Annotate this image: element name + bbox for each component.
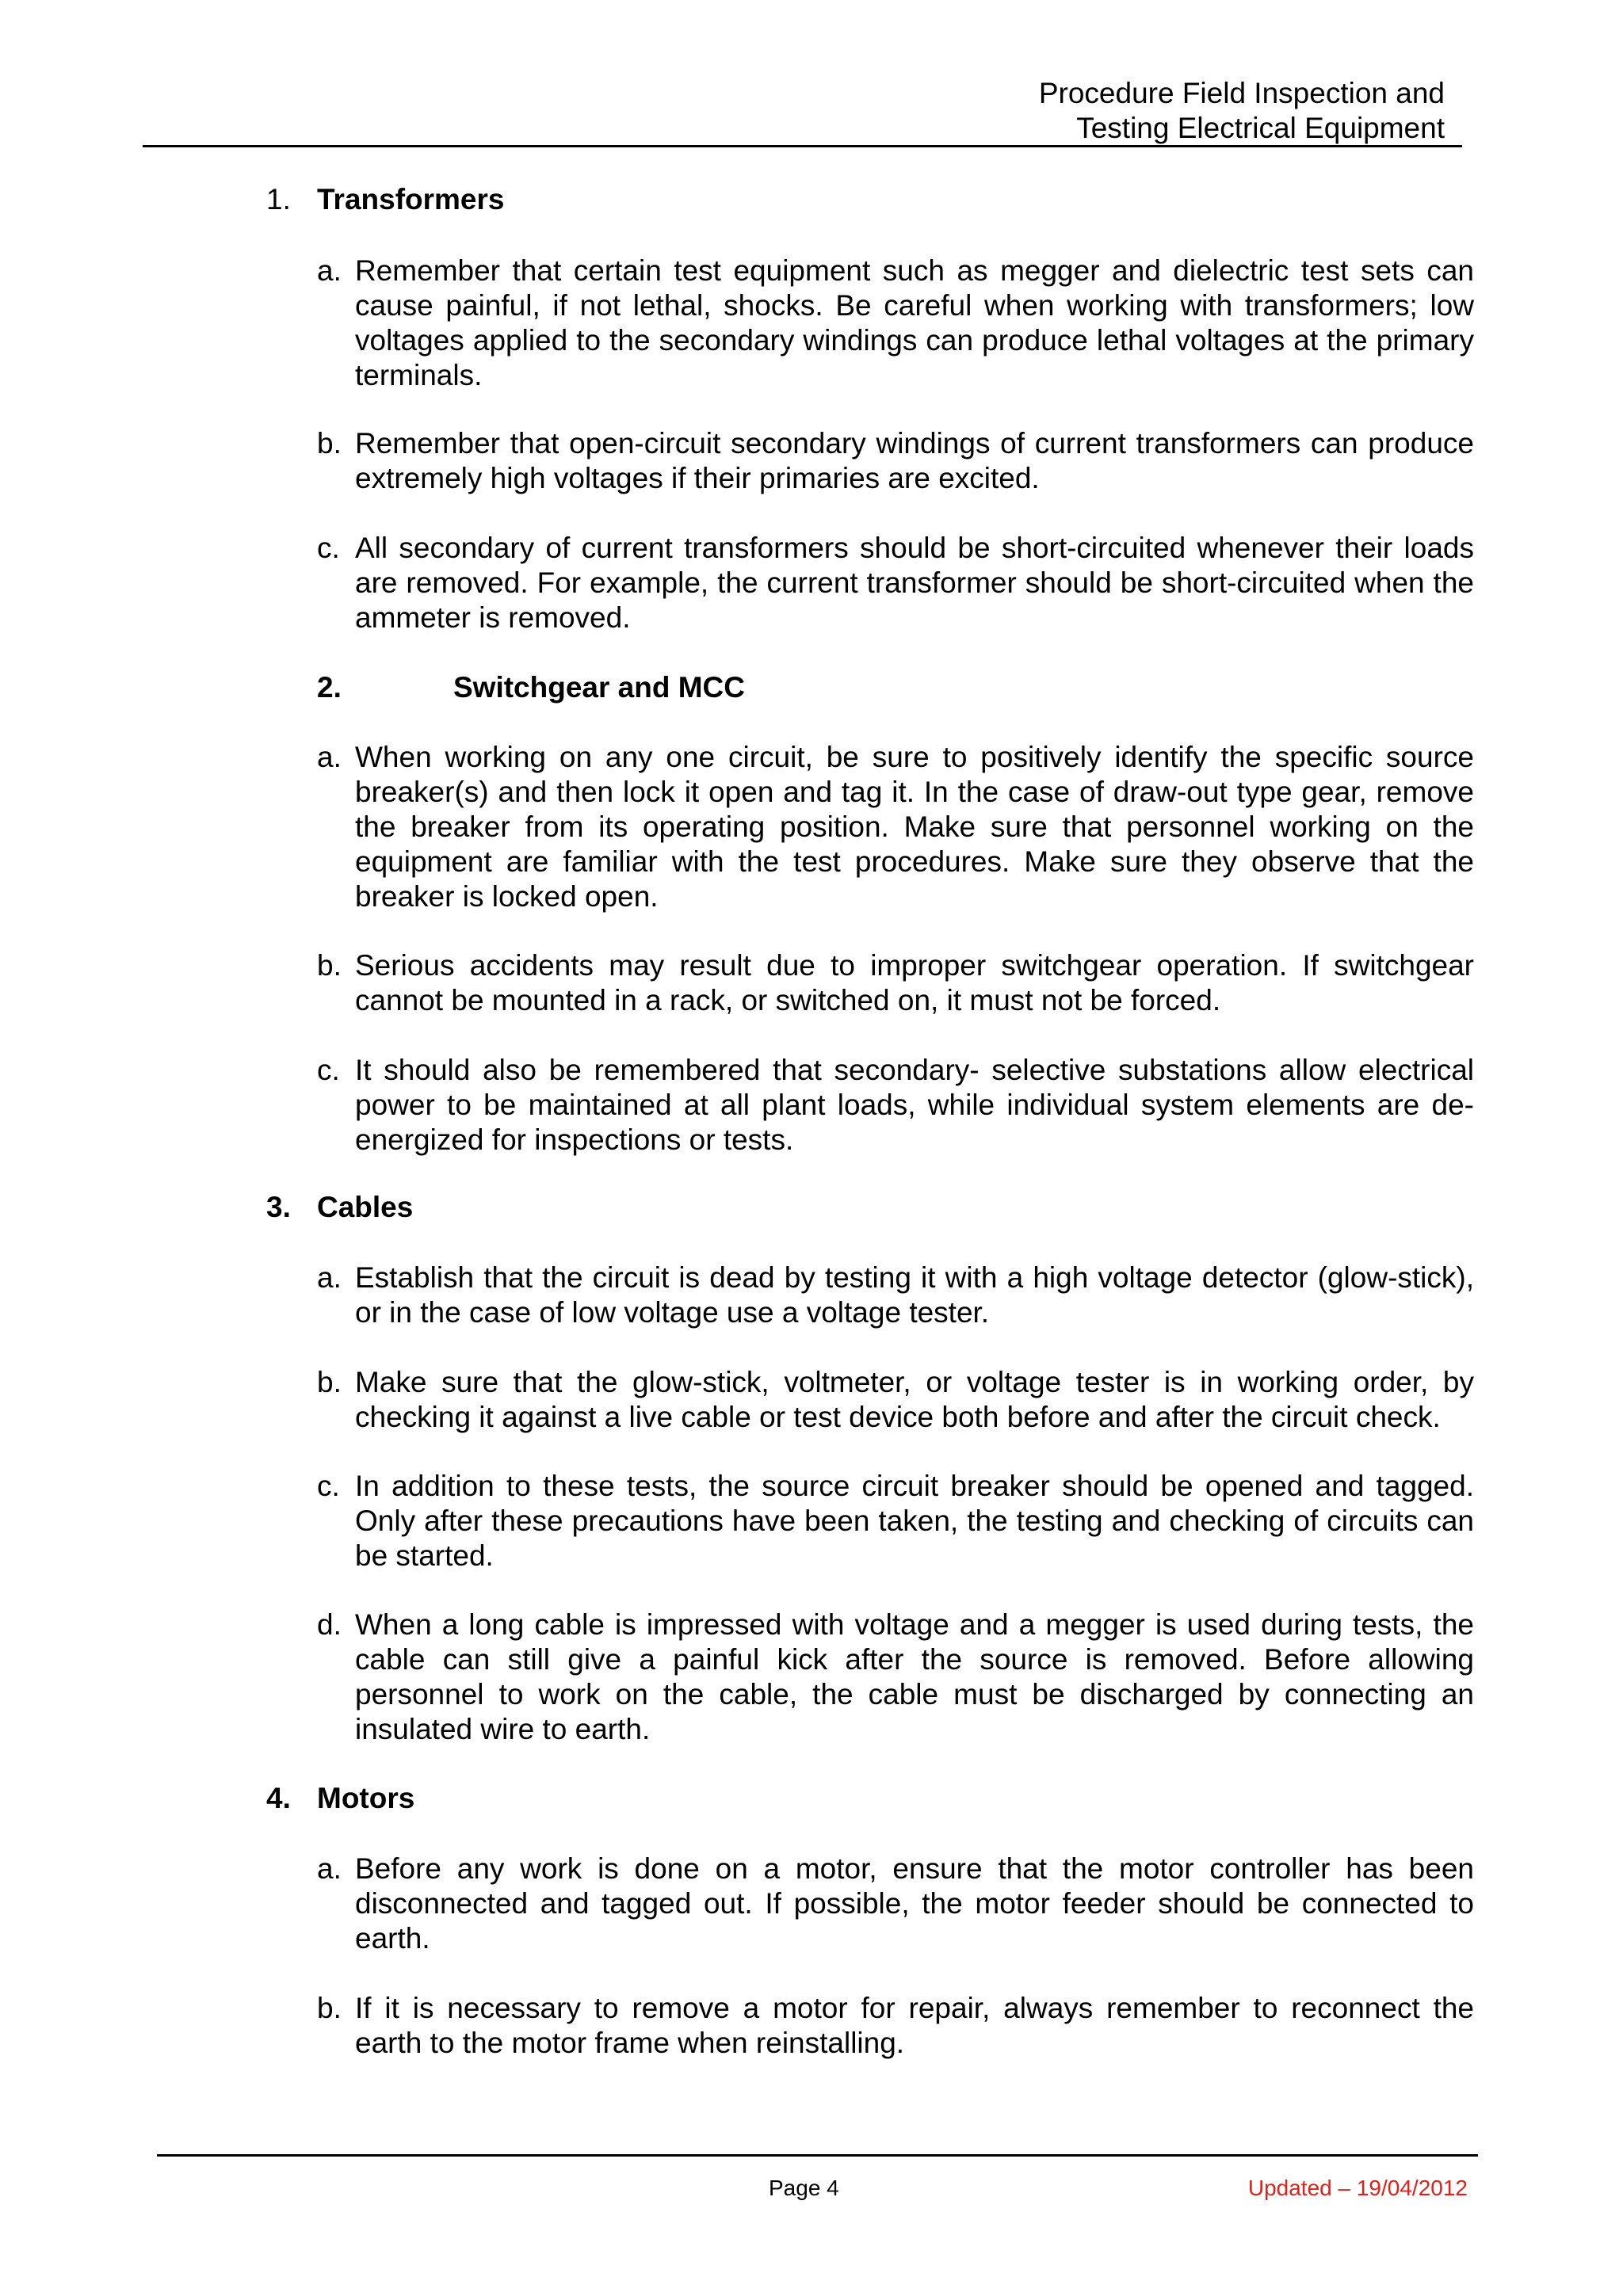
item-label: b.	[317, 949, 342, 982]
item-label: b.	[317, 427, 342, 460]
header-title-line-2: Testing Electrical Equipment	[1076, 112, 1445, 144]
header-title-line-1: Procedure Field Inspection and	[1038, 77, 1445, 109]
item-label: a.	[317, 254, 342, 287]
item-text: It should also be remembered that secondary- selective substations allow electrical power to be maintained at all plant loads, while individual system elements are de-energized for inspections or tests.	[355, 1054, 1474, 1156]
section-heading-motors	[266, 1781, 414, 1816]
list-item	[317, 1469, 1474, 1573]
section-title: Motors	[317, 1782, 415, 1814]
page-number: Page 4	[769, 2176, 839, 2200]
section-title: Transformers	[317, 183, 505, 215]
section-heading-switchgear	[317, 670, 745, 705]
list-item	[317, 1852, 1474, 1956]
item-label: a.	[317, 1852, 342, 1885]
updated-date: Updated – 19/04/2012	[1247, 2176, 1468, 2200]
list-item	[317, 948, 1474, 1018]
item-text: Remember that open-circuit secondary windings of current transformers can produce extremely high voltages if their primaries are excited.	[355, 427, 1474, 494]
list-item	[317, 426, 1474, 496]
item-text: Serious accidents may result due to improper switchgear operation. If switchgear cannot be mounted in a rack, or switched on, it must not be forced.	[355, 949, 1474, 1016]
item-label: a.	[317, 1261, 342, 1294]
item-text: If it is necessary to remove a motor for repair, always remember to reconnect the earth to the motor frame when reinstalling.	[355, 1992, 1474, 2059]
list-item	[317, 531, 1474, 635]
section-title: Cables	[317, 1191, 414, 1223]
item-text: In addition to these tests, the source circuit breaker should be opened and tagged. Only after these precautions have been taken, the testing and checking of circuits can be started.	[355, 1470, 1474, 1572]
list-item	[317, 740, 1474, 914]
list-item	[317, 1053, 1474, 1158]
item-text: All secondary of current transformers should be short-circuited whenever their loads are removed. For example, the current transformer should be short-circuited when the ammeter is removed.	[355, 532, 1474, 634]
item-label: a.	[317, 741, 342, 773]
section-number: 4.	[266, 1782, 291, 1814]
item-label: b.	[317, 1366, 342, 1398]
item-text: Establish that the circuit is dead by testing it with a high voltage detector (glow-stick), or in the case of low voltage use a voltage tester.	[355, 1261, 1474, 1329]
section-title: Switchgear and MCC	[453, 671, 745, 704]
item-text: Make sure that the glow-stick, voltmeter, or voltage tester is in working order, by checking it against a live cable or test device both before and after the circuit check.	[355, 1366, 1474, 1433]
item-label: d.	[317, 1608, 342, 1641]
list-item	[317, 1608, 1474, 1747]
list-item	[317, 254, 1474, 393]
item-label: c.	[317, 1470, 340, 1502]
list-item	[317, 1365, 1474, 1435]
item-text: When working on any one circuit, be sure to positively identify the specific source breaker(s) and then lock it open and tag it. In the case of draw-out type gear, remove the breaker from its operating position. Make sure that personnel working on the equipment are familiar with the test procedures. Make sure they observe that the breaker is locked open.	[355, 741, 1474, 913]
footer-divider	[157, 2154, 1478, 2157]
item-label: b.	[317, 1992, 342, 2024]
list-item	[317, 1991, 1474, 2061]
section-heading-transformers	[266, 182, 505, 217]
section-number: 2.	[317, 671, 342, 704]
item-text: When a long cable is impressed with voltage and a megger is used during tests, the cable can still give a painful kick after the source is removed. Before allowing personnel to work on the cable, the cable must be discharged by connecting an insulated wire to earth.	[355, 1608, 1474, 1745]
item-text: Remember that certain test equipment such as megger and dielectric test sets can cause painful, if not lethal, shocks. Be careful when working with transformers; low voltages applied to the secondary windings can produce lethal voltages at the primary terminals.	[355, 254, 1474, 391]
item-label: c.	[317, 1054, 340, 1086]
section-heading-cables	[266, 1190, 413, 1225]
item-label: c.	[317, 532, 340, 564]
section-number: 3.	[266, 1191, 291, 1223]
item-text: Before any work is done on a motor, ensure that the motor controller has been disconnected and tagged out. If possible, the motor feeder should be connected to earth.	[355, 1852, 1474, 1955]
section-number: 1.	[266, 183, 291, 215]
list-item	[317, 1261, 1474, 1330]
